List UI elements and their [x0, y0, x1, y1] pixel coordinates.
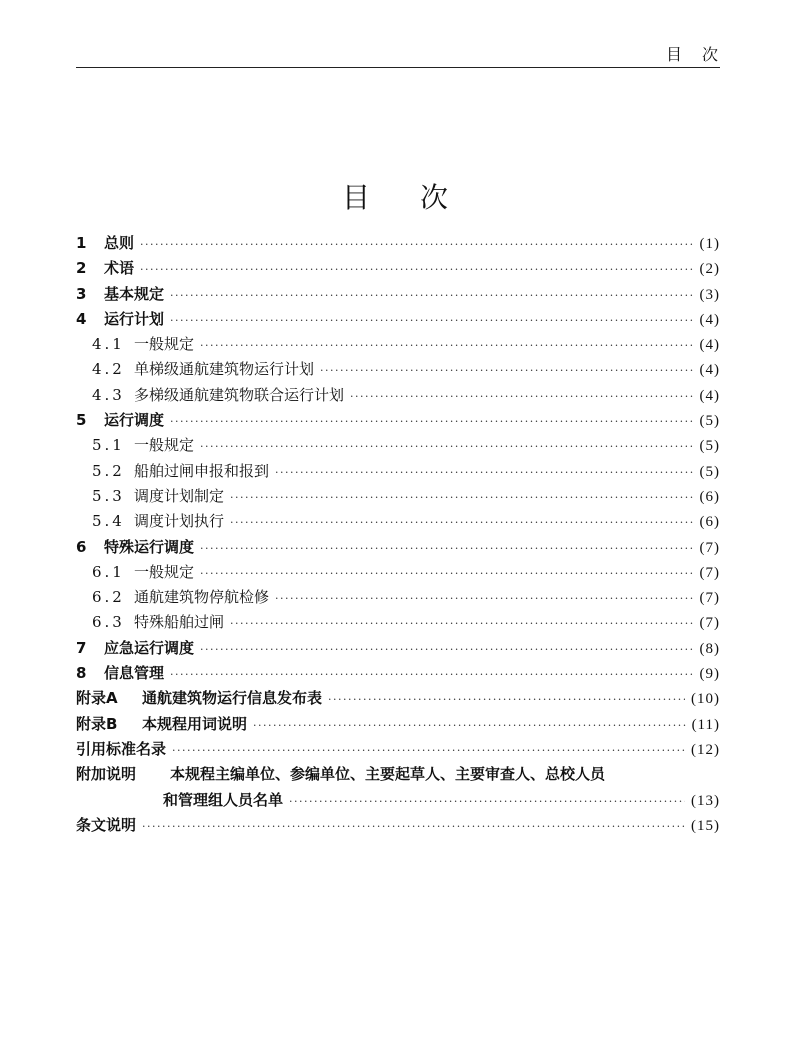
dot-leader — [230, 485, 693, 510]
toc-entry-number: 8 — [76, 664, 87, 683]
toc-entry-page: (6) — [699, 488, 720, 505]
appendix-note-label: 附加说明 — [76, 765, 137, 784]
dot-leader — [200, 536, 693, 561]
toc-appendix-note[interactable] — [76, 762, 720, 813]
header-rule — [76, 67, 720, 68]
toc-entry-number: 7 — [76, 638, 87, 657]
appendix-note-line2 — [76, 788, 720, 813]
dot-leader — [170, 662, 693, 687]
dot-leader — [275, 460, 693, 485]
toc-entry[interactable] — [76, 712, 720, 737]
toc-entry-page: (7) — [699, 564, 720, 581]
toc-entry[interactable] — [76, 686, 720, 711]
toc-entry[interactable] — [76, 383, 720, 408]
toc-entry-number: 6.1 — [92, 562, 125, 581]
toc-entry-title: 基本规定 — [104, 284, 165, 303]
toc-entry-title: 本规程用词说明 — [142, 714, 248, 733]
toc-entry-title: 运行计划 — [104, 309, 165, 328]
toc-entry[interactable] — [76, 661, 720, 686]
dot-leader — [200, 637, 693, 662]
toc-entry-page: (5) — [699, 463, 720, 480]
page-title: 目次 — [341, 181, 498, 214]
dot-leader — [142, 814, 685, 839]
toc-entry-number: 2 — [76, 259, 87, 278]
toc-entry-page: (7) — [699, 615, 720, 632]
toc-entry[interactable] — [76, 433, 720, 458]
toc-entry-number: 1 — [76, 234, 87, 252]
dot-leader — [230, 510, 693, 535]
toc-entry[interactable] — [76, 307, 720, 332]
dot-leader — [253, 713, 686, 738]
appendix-note-title-line1: 本规程主编单位、参编单位、主要起草人、主要审查人、总校人员 — [170, 765, 606, 784]
toc-entry-number: 5 — [76, 411, 87, 430]
toc-entry-title: 多梯级通航建筑物联合运行计划 — [134, 385, 345, 404]
toc-entry[interactable] — [76, 332, 720, 357]
toc-entry-page: (2) — [699, 261, 720, 278]
toc-entry-title: 术语 — [104, 259, 135, 278]
toc-entry-number: 5.2 — [92, 461, 125, 480]
toc-entry-number: 6.3 — [92, 613, 125, 632]
toc-entry-title: 船舶过闸申报和报到 — [134, 461, 270, 480]
toc-entry[interactable] — [76, 737, 720, 762]
toc-entry-page: (9) — [699, 666, 720, 683]
toc-entry-number: 5.4 — [92, 512, 125, 531]
appendix-note-line1 — [76, 762, 720, 787]
toc-entry-number: 6.2 — [92, 588, 125, 607]
toc-entry-page: (15) — [691, 817, 720, 834]
toc-entry-page: (5) — [699, 438, 720, 455]
toc-entry[interactable] — [76, 256, 720, 281]
toc-entry[interactable] — [76, 535, 720, 560]
toc-entry[interactable] — [76, 585, 720, 610]
toc-entry-title: 总则 — [104, 234, 135, 252]
dot-leader — [289, 789, 685, 814]
toc-entry-number: 4.1 — [92, 335, 125, 354]
dot-leader — [275, 586, 693, 611]
dot-leader — [170, 409, 693, 434]
dot-leader — [172, 738, 685, 763]
appendix-note-title-line2: 和管理组人员名单 — [163, 790, 284, 809]
toc-entry-number: 3 — [76, 284, 87, 303]
toc-entry[interactable] — [76, 231, 720, 256]
toc-entry-title: 通航建筑物停航检修 — [134, 588, 270, 607]
toc-entry-page: (7) — [699, 590, 720, 607]
toc-entry[interactable] — [76, 282, 720, 307]
toc-entry-number: 附录B — [76, 714, 118, 733]
toc-entry-title: 特殊运行调度 — [104, 537, 195, 556]
dot-leader — [170, 283, 693, 308]
dot-leader — [140, 232, 693, 257]
toc-entry-page: (6) — [699, 514, 720, 531]
toc-entry-title: 引用标准名录 — [76, 739, 167, 758]
toc-entry-page: (4) — [699, 311, 720, 328]
toc-entry-number: 5.3 — [92, 486, 125, 505]
toc-entry-title: 一般规定 — [134, 562, 195, 581]
toc-entry-title: 调度计划执行 — [134, 512, 225, 531]
toc-entry-title: 通航建筑物运行信息发布表 — [142, 689, 323, 708]
toc-entry-page: (1) — [699, 236, 720, 252]
dot-leader — [170, 308, 693, 333]
toc-entry-title: 信息管理 — [104, 664, 165, 683]
toc-entry-number: 4.3 — [92, 385, 125, 404]
toc-entry-number: 附录A — [76, 689, 118, 708]
toc-entry-page: (12) — [691, 741, 720, 758]
toc-entry-page: (8) — [699, 640, 720, 657]
toc-entry-number: 5.1 — [92, 436, 125, 455]
appendix-note-page: (13) — [691, 792, 720, 809]
toc-entry[interactable] — [76, 459, 720, 484]
toc-entry-number: 4.2 — [92, 360, 125, 379]
toc-entry[interactable] — [76, 484, 720, 509]
toc-entry-page: (3) — [699, 286, 720, 303]
dot-leader — [320, 358, 693, 383]
toc-entry-title: 应急运行调度 — [104, 638, 195, 657]
dot-leader — [200, 434, 693, 459]
toc-entry[interactable] — [76, 560, 720, 585]
toc-entry-page: (4) — [699, 362, 720, 379]
toc-entry[interactable] — [76, 408, 720, 433]
toc-entry-page: (4) — [699, 337, 720, 354]
toc-entry[interactable] — [76, 636, 720, 661]
toc-entry-page: (4) — [699, 387, 720, 404]
dot-leader — [200, 333, 693, 358]
toc-entry-number: 6 — [76, 537, 87, 556]
toc-entry-title: 条文说明 — [76, 815, 137, 834]
running-header: 目次 — [665, 45, 738, 64]
toc-list — [76, 231, 720, 762]
toc-entry-title: 一般规定 — [134, 436, 195, 455]
toc-entry-page: (7) — [699, 539, 720, 556]
toc-entry[interactable] — [76, 610, 720, 635]
toc-entry-title: 单梯级通航建筑物运行计划 — [134, 360, 315, 379]
dot-leader — [140, 257, 693, 282]
dot-leader — [200, 561, 693, 586]
toc-entry-title: 一般规定 — [134, 335, 195, 354]
dot-leader — [328, 687, 685, 712]
toc-entry-title: 特殊船舶过闸 — [134, 613, 225, 632]
toc-entry-title: 运行调度 — [104, 411, 165, 430]
dot-leader — [350, 384, 693, 409]
toc-entry-number: 4 — [76, 309, 87, 328]
toc-entry-page: (5) — [699, 413, 720, 430]
toc-entry-provisions-explanation[interactable] — [76, 813, 720, 838]
toc-entry-title: 调度计划制定 — [134, 486, 225, 505]
toc-entry[interactable] — [76, 509, 720, 534]
toc-entry-page: (10) — [691, 691, 720, 708]
toc-entry-page: (11) — [691, 716, 720, 733]
table-of-contents — [76, 231, 720, 838]
dot-leader — [230, 611, 693, 636]
toc-entry[interactable] — [76, 357, 720, 382]
